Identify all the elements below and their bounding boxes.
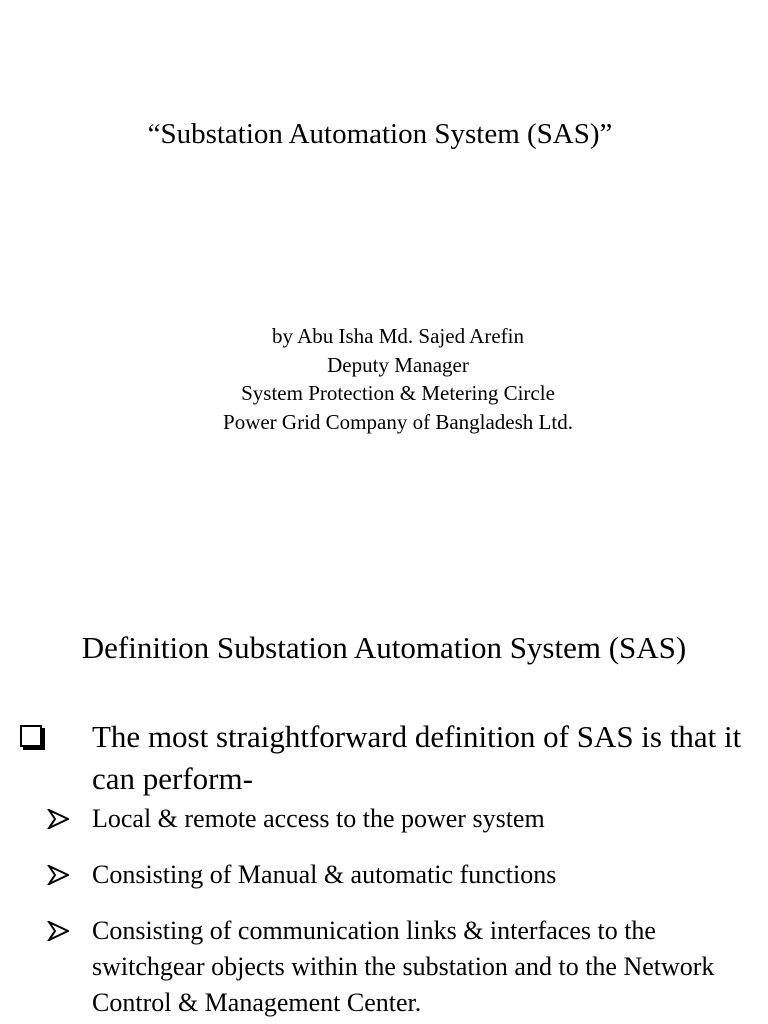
slide-title: “Substation Automation System (SAS)” (147, 118, 613, 150)
definition-heading: Definition Substation Automation System (SAS) (81, 630, 687, 665)
arrowhead-icon (47, 865, 69, 885)
checkbox-square-icon (20, 725, 42, 747)
sub-point-manual-automatic: Consisting of Manual & automatic functions (92, 860, 557, 889)
author-department: System Protection & Metering Circle (241, 381, 555, 405)
arrowhead-icon (47, 921, 69, 941)
author-name: by Abu Isha Md. Sajed Arefin (272, 324, 524, 348)
arrowhead-icon (47, 809, 69, 829)
sub-point-local-remote-access: Local & remote access to the power system (92, 804, 545, 833)
author-block (0, 322, 768, 436)
author-company: Power Grid Company of Bangladesh Ltd. (223, 409, 573, 434)
author-position: Deputy Manager (327, 352, 469, 377)
main-point-text: The most straightforward definition of SAS is that it can perform- (92, 719, 742, 796)
sub-point-communication-links: Consisting of communication links & interfaces to the switchgear objects within the substation and to the Network Control & Management Center. (92, 916, 715, 1017)
